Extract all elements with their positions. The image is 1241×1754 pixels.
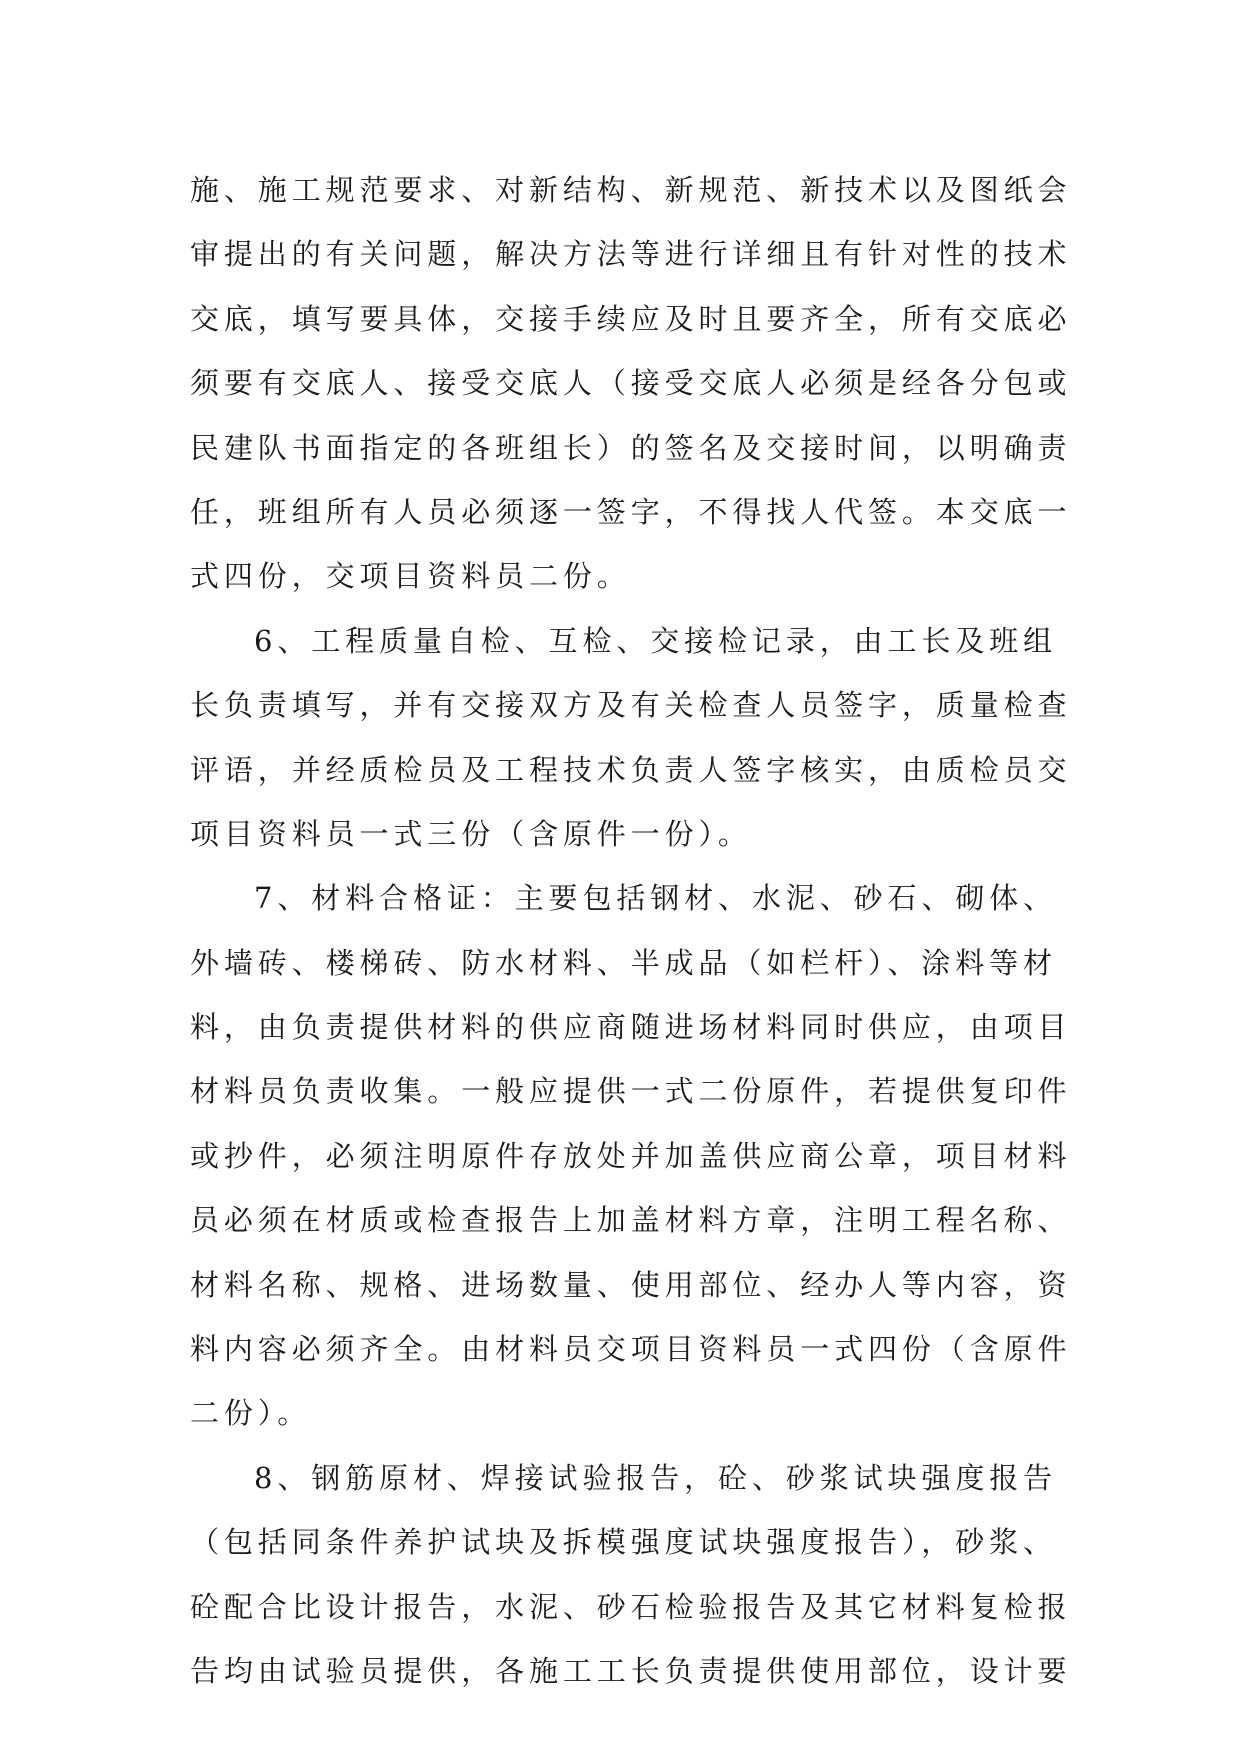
- text-line: 材料名称、规格、进场数量、使用部位、经办人等内容，资: [190, 1267, 1072, 1302]
- text-line: 料内容必须齐全。由材料员交项目资料员一式四份（含原件: [190, 1332, 1072, 1367]
- text-line: 式四份，交项目资料员二份。: [190, 559, 631, 594]
- text-line: 任，班组所有人员必须逐一签字，不得找人代签。本交底一: [190, 494, 1072, 529]
- text-line: 项目资料员一式三份（含原件一份）。: [190, 816, 752, 851]
- text-line: 交底，填写要具体，交接手续应及时且要齐全，所有交底必: [190, 301, 1072, 336]
- text-line: 评语，并经质检员及工程技术负责人签字核实，由质检员交: [190, 752, 1072, 787]
- text-line: （包括同条件养护试块及拆模强度试块强度报告），砂浆、: [190, 1525, 1057, 1560]
- body-text: [190, 158, 1070, 1703]
- paragraph-start-line: 7、材料合格证：主要包括钢材、水泥、砂石、砌体、: [254, 881, 1058, 916]
- text-line: 长负责填写，并有交接双方及有关检查人员签字，质量检查: [190, 688, 1072, 723]
- text-line: 员必须在材质或检查报告上加盖材料方章，注明工程名称、: [190, 1203, 1072, 1238]
- text-line: 民建队书面指定的各班组长）的签名及交接时间，以明确责: [190, 430, 1072, 465]
- text-line: 或抄件，必须注明原件存放处并加盖供应商公章，项目材料: [190, 1138, 1072, 1173]
- text-line: 材料员负责收集。一般应提供一式二份原件，若提供复印件: [190, 1074, 1072, 1109]
- text-line: 外墙砖、楼梯砖、防水材料、半成品（如栏杆）、涂料等材: [190, 945, 1057, 980]
- paragraph-start-line: 8、钢筋原材、焊接试验报告，砼、砂浆试块强度报告: [254, 1460, 1058, 1495]
- text-line: 审提出的有关问题，解决方法等进行详细且有针对性的技术: [190, 237, 1072, 272]
- text-line: 须要有交底人、接受交底人（接受交底人必须是经各分包或: [190, 366, 1072, 401]
- text-line: 施、施工规范要求、对新结构、新规范、新技术以及图纸会: [190, 173, 1072, 207]
- text-line: 二份）。: [190, 1396, 312, 1431]
- text-line: 料，由负责提供材料的供应商随进场材料同时供应，由项目: [190, 1010, 1072, 1045]
- text-line: 砼配合比设计报告，水泥、砂石检验报告及其它材料复检报: [190, 1589, 1072, 1624]
- text-line: 告均由试验员提供，各施工工长负责提供使用部位，设计要: [190, 1653, 1072, 1688]
- paragraph-start-line: 6、工程质量自检、互检、交接检记录，由工长及班组: [254, 623, 1058, 658]
